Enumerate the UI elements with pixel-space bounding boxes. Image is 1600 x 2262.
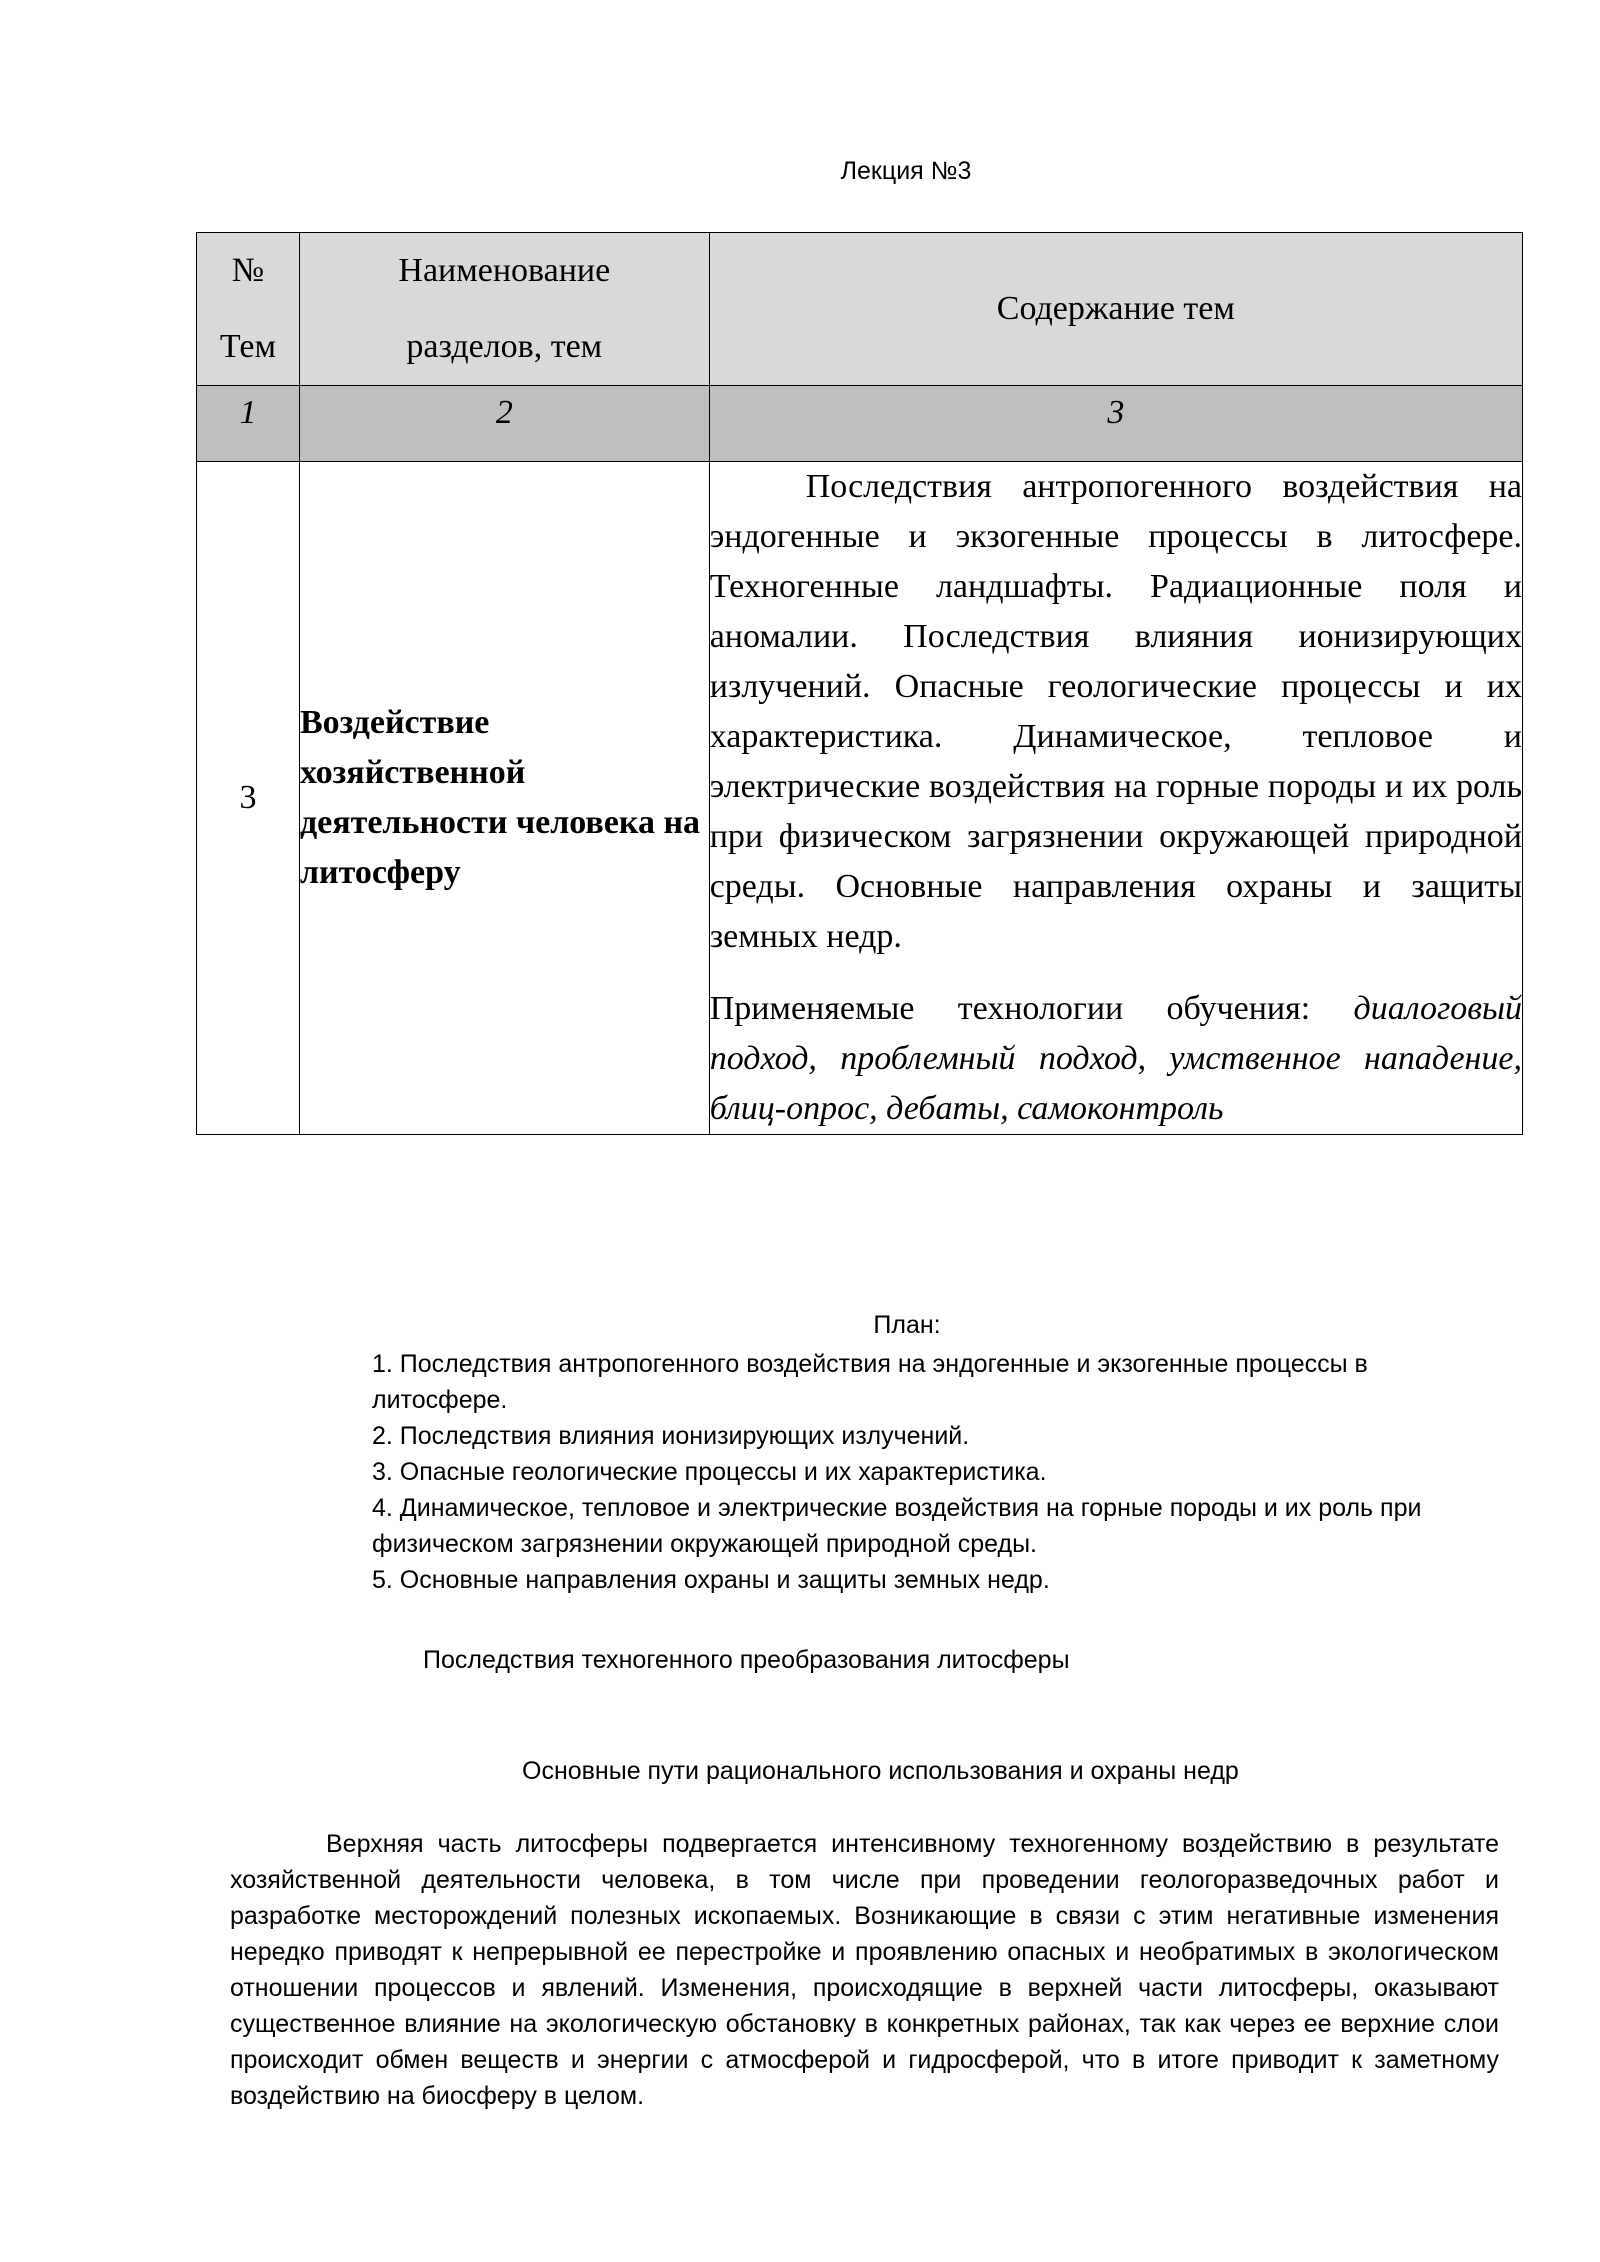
teaching-technologies-label: Применяемые технологии обучения: [709,990,1311,1027]
plan-item: 2. Последствия влияния ионизирующих излучений. [372,1422,970,1450]
section-heading-1: Последствия техногенного преобразования литосферы [423,1646,1070,1674]
table-row [197,462,1523,1135]
plan-item: 3. Опасные геологические процессы и их характеристика. [372,1458,1047,1486]
teaching-technologies [710,984,1522,1134]
header-section-name-line2: разделов, тем [406,328,603,365]
plan-item: 4. Динамическое, тепловое и электрические воздействия на горные породы и их роль при физическом загрязнении окружающей природной среды. [372,1494,1422,1558]
header-topic-number-line1: № [231,252,265,289]
topic-name-cell: Воздействие хозяйственной деятельности человека на литосферу [299,462,709,1135]
column-number-row [197,386,1523,462]
header-section-name-line1: Наименование [398,252,611,289]
plan-title [0,1311,1600,1340]
column-number-3: 3 [709,386,1522,462]
header-section-name [299,233,709,386]
plan-item: 5. Основные направления охраны и защиты земных недр. [372,1566,1050,1594]
page-title [0,157,1600,186]
topic-content-text: Последствия антропогенного воздействия на эндогенные и экзогенные процессы в литосфере. Техногенные ландшафты. Радиационные поля и аномалии. Последствия влияния ионизирующих излучений. Опасные геологические процессы и их характеристика. Динамическое, тепловое и электрические воздействия на горные породы и их роль при физическом загрязнении окружающей природной среды. Основные направления охраны и защиты земных недр. [709,468,1522,955]
teaching-technologies-items: диалоговый подход, проблемный подход, умственное нападение, блиц-опрос, дебаты, самоконтроль [709,990,1523,1127]
table-header-row [197,233,1523,386]
header-topic-content: Содержание тем [709,233,1522,386]
plan-title-text: План: [873,1311,941,1339]
topic-content-cell [709,462,1522,1135]
page-title-text: Лекция №3 [840,157,972,185]
body-paragraph: Верхняя часть литосферы подвергается интенсивному техногенному воздействию в результате хозяйственной деятельности человека, в том числе при проведении геологоразведочных работ и разработке месторождений полезных ископаемых. Возникающие в связи с этим негативные изменения нередко приводят к непрерывной ее перестройке и проявлению опасных и необратимых в экологическом отношении процессов и явлений. Изменения, происходящие в верхней части литосферы, оказывают существенное влияние на экологическую обстановку в конкретных районах, так как через ее верхние слои происходит обмен веществ и энергии с атмосферой и гидросферой, что в итоге приводит к заметному воздействию на биосферу в целом. [230,1830,1499,2110]
topic-number-cell: 3 [197,462,300,1135]
column-number-1: 1 [197,386,300,462]
header-topic-number-line2: Тем [219,328,277,365]
section-heading-2: Основные пути рационального использования и охраны недр [522,1757,1239,1785]
plan-list [372,1346,1482,1598]
plan-item: 1. Последствия антропогенного воздействия на эндогенные и экзогенные процессы в литосфере. [372,1350,1368,1414]
header-topic-number [197,233,300,386]
column-number-2: 2 [299,386,709,462]
topics-table [196,232,1523,1135]
